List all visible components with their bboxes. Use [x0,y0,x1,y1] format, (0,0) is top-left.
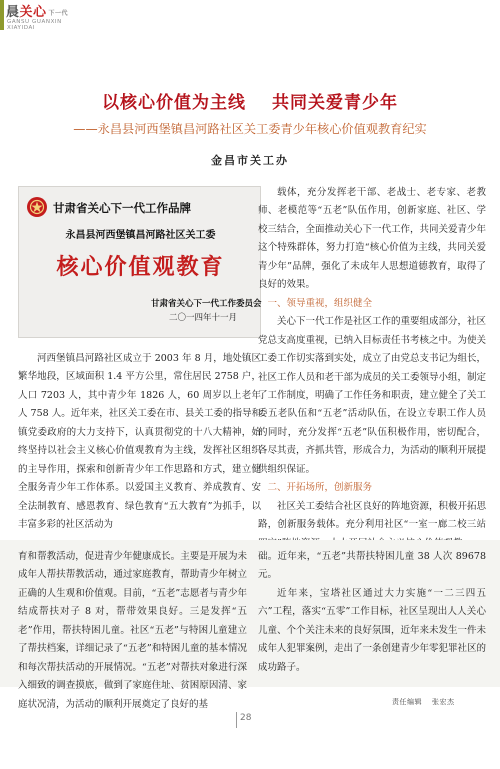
editor-credit [392,697,455,707]
paragraph: 育和帮教活动，促进青少年健康成长。主要是开展为未成年人帮扶帮教活动，通过家庭教育，帮助青少年树立正确的人生观和价值观。目前，“五老”志愿者与青少年结成帮扶对子 8 对，帮带效果良好。三是发挥“五老”作用，帮扶特困儿童。社区“五老”与特困儿童建立了帮扶档案，详细记录了“五老”和特困儿童的基本情况和每次帮扶活动的开展情况。“五老”对帮扶对象进行深入细致的调查摸底，做到了家庭住址、贫困原因清、家庭状况清，为活动的顺利开展奠定了良好的基 [18,551,247,710]
section-heading-1: 一、领导重视，组织健全 [267,297,373,309]
award-plaque-image [18,186,261,338]
page-number: 28 [240,713,252,723]
title-part2: 共同关爱青少年 [272,93,398,113]
masthead-english-line1: GANSU GUANXIN [7,19,62,25]
plaque-organization: 永昌县河西堡镇昌河路社区关工委 [65,230,216,241]
paragraph: 载体，充分发挥老干部、老战士、老专家、老教师、老模范等“五老”队伍作用，创新家庭、社区、学校三结合，全面推动关心下一代工作，共同关爱青少年这个特殊群体，努力打造“核心价值为主线，共同关爱青少年”品牌，强化了未成年人思想道德教育，取得了良好的效果。 [258,187,487,291]
logo-small-text: 下一代 [48,10,69,17]
magazine-masthead [0,0,500,34]
paragraph: 础。近年来，“五老”共帮扶特困儿童 38 人次 89678 元。 [258,551,486,581]
column-left-top [18,350,261,535]
emblem-icon [26,196,48,218]
plaque-main-title: 核心价值观教育 [56,254,225,280]
paragraph: 社区关工委结合社区良好的阵地资源，积极开拓思路，创新服务载体。充分利用社区“一室一廊二校三站 [258,500,487,531]
page-number-block [236,712,264,726]
plaque-issuer: 甘肃省关心下一代工作委员会 [151,299,262,309]
column-right-bottom [258,548,486,677]
paragraph: 近年来，宝塔社区通过大力实施“一二三四五六”工程，落实“五零”工作目标，社区呈现出人人关心儿童、个个关注未来的良好氛围，近年来未发生一件未成年人犯罪案例，走出了一条创建青少年零犯罪社区的成功路子。 [258,587,487,673]
title-part1: 以核心价值为主线 [102,93,246,113]
plaque-brand-title: 甘肃省关心下一代工作品牌 [53,201,191,215]
paragraph: 关心下一代工作是社区工作的重要组成部分，社区党总支高度重视，已纳入目标责任书考核之中。为使关工委工作切实落到实处，成立了由党总支书记为组长，社区工作人员和老干部为成员的关工委领导小组，制定了工作制度，明确了工作任务和职责，建立健全了关工委五老队伍和“五老”活动队伍，在设立专职工作人员的同时，充分发挥“五老”队伍积极作用，密切配合，各尽其责，齐抓共管，形成合力，为活动的顺利开展提供组织保证。 [258,316,487,475]
column-right-top [258,184,486,553]
paragraph: 河西堡镇昌河路社区成立于 2003 年 8 月，地处镇区繁华地段，区域面积 1.4 平方公里，常住居民 2758 户，人口 7203 人，其中青少年 1826 人，60 周岁以上老年人 758 人。近年来，社区关工委在市、县关工委的指导和镇党委政府的大力支持下，认真贯彻党的十八大精神，始终坚持以社会主义核心价值观教育为主线，发挥社区组织的主导作用，探索和创新青少年工作思路和方式，建立健全服务青少年工作体系。以爱国主义教育、养成教育、安全法制教育、感恩教育、绿色教育“五大教育”为抓手，以丰富多彩的社区活动为 [18,353,261,531]
column-left-bottom [18,548,247,714]
masthead-english-line2: XIAYIDAI [7,25,36,31]
masthead-accent-bar [0,0,4,30]
editor-name: 张宏杰 [432,698,455,706]
article-author: 金昌市关工办 [211,154,289,167]
magazine-logo [6,1,68,20]
plaque-date: 二〇一四年十一月 [169,313,238,323]
logo-gray-text: 晨 [6,5,20,20]
article-subtitle: ——永昌县河西堡镇昌河路社区关工委青少年核心价值观教育纪实 [73,122,427,136]
page-number-divider [236,712,237,728]
editor-label: 责任编辑 [392,698,422,706]
article-title [0,88,500,113]
section-heading-2: 二、开拓场所，创新服务 [267,482,373,494]
logo-red-text: 关心 [19,5,47,20]
